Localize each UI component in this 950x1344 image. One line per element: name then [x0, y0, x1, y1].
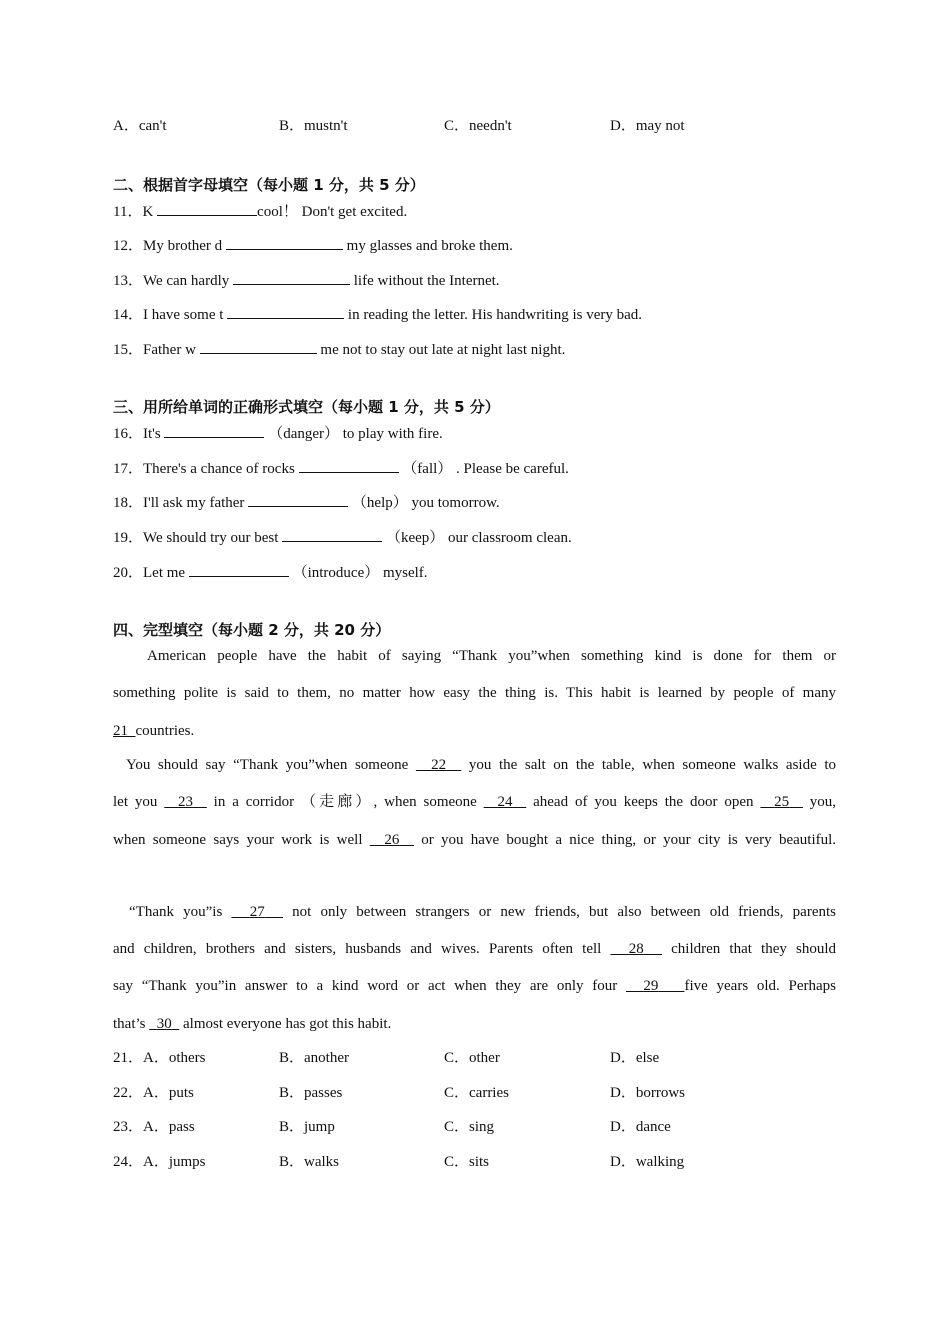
choice-21-d: D．else [610, 1050, 660, 1066]
passage-line: something polite is said to them, no matter how easy the thing is. This habit is learned by people of many [113, 685, 836, 701]
cloze-blank-21: 21 [113, 723, 128, 739]
question-12: 12．My brother d my glasses and broke them. [113, 235, 513, 256]
choice-24: 24．A．jumps [113, 1154, 206, 1170]
choice-22-d: D．borrows [610, 1085, 685, 1101]
answer-blank[interactable] [248, 492, 348, 507]
choice-22-c: C．carries [444, 1085, 509, 1101]
cloze-blank-29: 29 [643, 978, 659, 994]
passage-line: let you 23 in a corridor （走廊）, when someone 24 ahead of you keeps the door open 25 you, [113, 794, 837, 810]
section-3-heading: 三、用所给单词的正确形式填空（每小题 1 分，共 5 分） [113, 398, 500, 416]
answer-blank[interactable] [164, 423, 264, 438]
choice-21: 21．A．others [113, 1050, 206, 1066]
passage-line: say “Thank you”in answer to a kind word or act when they are only four 29 five years old. Perhaps [113, 978, 836, 994]
answer-blank[interactable] [189, 562, 289, 577]
question-15: 15．Father w me not to stay out late at night last night. [113, 339, 565, 360]
q10-option-a: A．can't [113, 118, 167, 134]
cloze-blank-27: 27 [249, 904, 265, 920]
choice-23: 23．A．pass [113, 1119, 195, 1135]
choice-21-c: C．other [444, 1050, 500, 1066]
answer-blank[interactable] [233, 270, 350, 285]
section-4-heading: 四、完型填空（每小题 2 分，共 20 分） [113, 621, 391, 639]
choice-24-b: B．walks [279, 1154, 340, 1170]
choice-24-c: C．sits [444, 1154, 490, 1170]
passage-line: and children, brothers and sisters, husbands and wives. Parents often tell 28 children that they should [113, 941, 837, 957]
passage-line: You should say “Thank you”when someone 22 you the salt on the table, when someone walks aside to [126, 757, 837, 773]
choice-23-c: C．sing [444, 1119, 495, 1135]
section-2-heading: 二、根据首字母填空（每小题 1 分，共 5 分） [113, 176, 425, 194]
choice-24-d: D．walking [610, 1154, 685, 1170]
cloze-blank-23: 23 [178, 794, 194, 810]
choice-22-b: B．passes [279, 1085, 343, 1101]
choice-21-b: B．another [279, 1050, 349, 1066]
passage-line: when someone says your work is well 26 or you have bought a nice thing, or your city is very beautiful. [113, 832, 837, 848]
question-16: 16．It's （danger） to play with fire. [113, 423, 443, 444]
answer-blank[interactable] [299, 458, 399, 473]
question-14: 14．I have some t in reading the letter. His handwriting is very bad. [113, 304, 642, 325]
cloze-blank-25: 25 [774, 794, 790, 810]
cloze-blank-24: 24 [497, 794, 513, 810]
passage-line: that’s 30 almost everyone has got this habit. [113, 1016, 392, 1032]
cloze-blank-26: 26 [384, 832, 400, 848]
cloze-blank-22: 22 [431, 757, 447, 773]
passage-line: “Thank you”is 27 not only between strangers or new friends, but also between old friends, parents [129, 904, 836, 920]
passage-line: 21 countries. [113, 723, 195, 739]
choice-22: 22．A．puts [113, 1085, 194, 1101]
q10-option-d: D．may not [610, 118, 685, 134]
choice-23-b: B．jump [279, 1119, 335, 1135]
q10-option-b: B．mustn't [279, 118, 348, 134]
q10-option-c: C．needn't [444, 118, 512, 134]
question-13: 13．We can hardly life without the Internet. [113, 270, 500, 291]
answer-blank[interactable] [226, 235, 343, 250]
question-20: 20．Let me （introduce） myself. [113, 562, 428, 583]
question-17: 17．There's a chance of rocks （fall） . Please be careful. [113, 458, 569, 479]
passage-line: American people have the habit of saying “Thank you”when something kind is done for them or [147, 648, 836, 664]
answer-blank[interactable] [282, 527, 382, 542]
answer-blank[interactable] [200, 339, 317, 354]
cloze-blank-28: 28 [628, 941, 644, 957]
choice-23-d: D．dance [610, 1119, 671, 1135]
question-11: 11．K cool！ Don't get excited. [113, 201, 407, 222]
cloze-blank-30: 30 [156, 1016, 172, 1032]
answer-blank[interactable] [227, 304, 344, 319]
question-19: 19．We should try our best （keep） our classroom clean. [113, 527, 572, 548]
answer-blank[interactable] [157, 201, 257, 216]
question-18: 18．I'll ask my father （help） you tomorrow. [113, 492, 500, 513]
